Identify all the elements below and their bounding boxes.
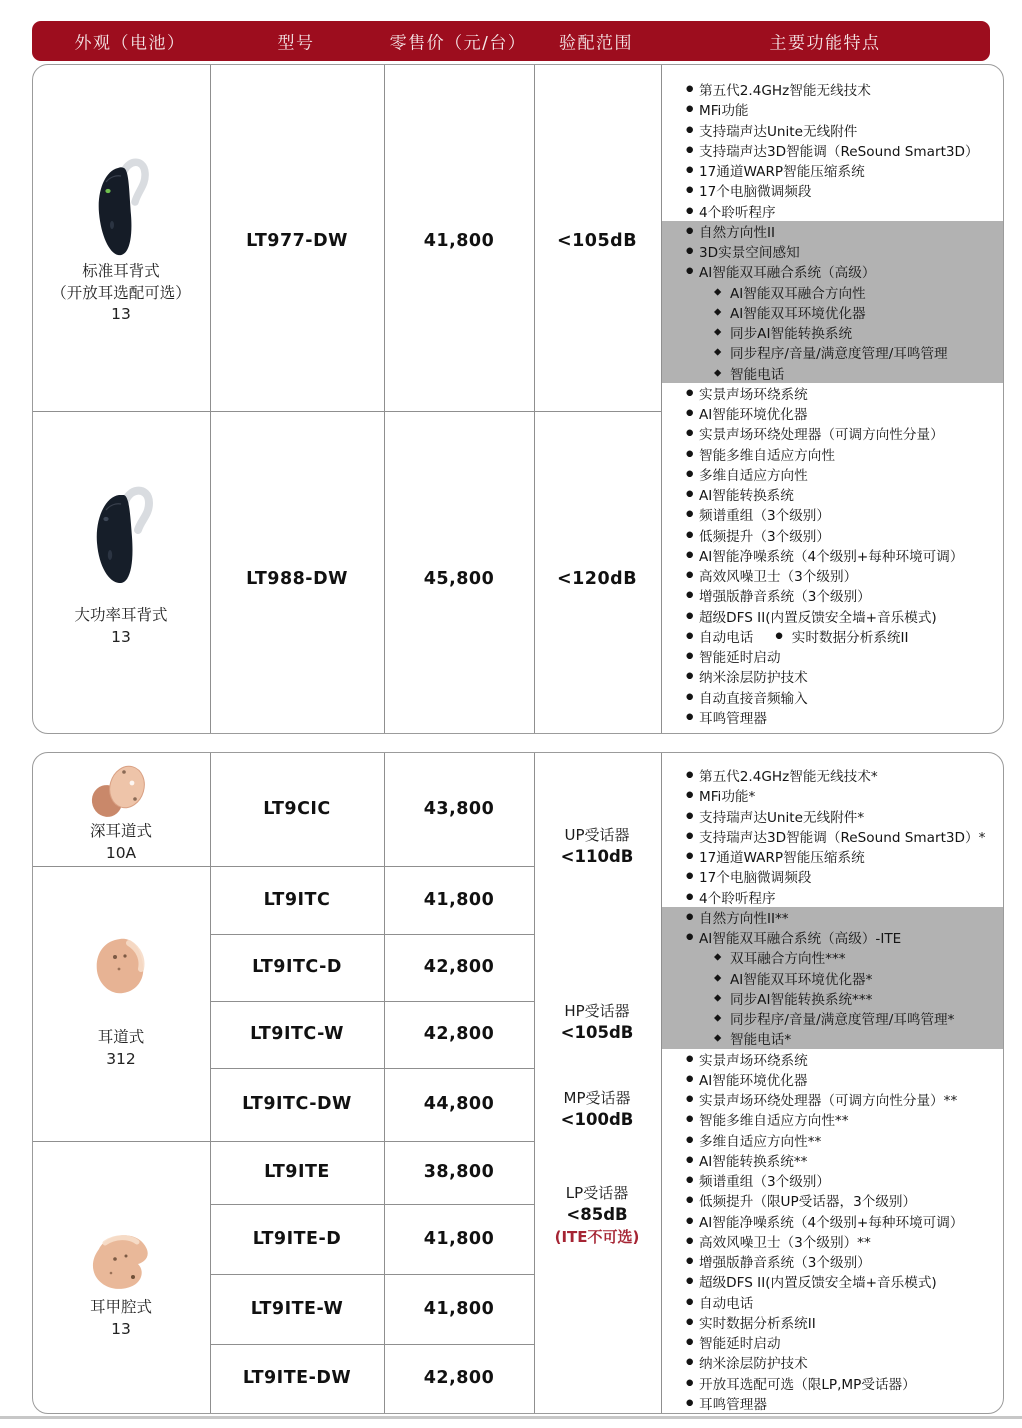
feature-item (662, 201, 1003, 221)
feature-item (662, 1231, 1003, 1251)
model-cell: LT9ITE-DW (242, 1368, 352, 1388)
feature-item (662, 1312, 1003, 1332)
diamond-bullet-icon: ◆ (714, 992, 722, 1004)
feature-text: 自动直接音频输入 (699, 690, 808, 707)
feature-list-bte (662, 79, 1003, 727)
feature-text: AI智能环境优化器 (699, 1072, 808, 1089)
feature-item (662, 1049, 1003, 1069)
dot-bullet-icon: ● (686, 1114, 694, 1125)
dot-bullet-icon: ● (686, 124, 694, 135)
feature-text: AI智能净噪系统（4个级别+每种环境可调） (699, 548, 964, 565)
price-cell: 41,800 (423, 1229, 495, 1249)
receiver-type: HP受话器 (564, 1002, 630, 1020)
feature-item (662, 866, 1003, 886)
feature-item (662, 687, 1003, 707)
feature-item (662, 806, 1003, 826)
dot-bullet-icon: ● (686, 144, 694, 155)
dot-bullet-icon: ● (686, 1256, 694, 1267)
feature-text: 实景声场环绕系统 (699, 386, 808, 403)
dot-bullet-icon: ● (686, 691, 694, 702)
column-divider (210, 753, 211, 1413)
dot-bullet-icon: ● (686, 225, 694, 236)
feature-item (662, 1393, 1003, 1413)
price-cell: 42,800 (423, 1024, 495, 1044)
dot-bullet-icon: ● (686, 871, 694, 882)
price-cell: 42,800 (423, 957, 495, 977)
feature-item (662, 221, 1003, 241)
diamond-bullet-icon: ◆ (714, 951, 722, 963)
feature-text: 增强版静音系统（3个级别） (699, 589, 871, 606)
bte-power-hearing-aid-photo (81, 477, 159, 592)
feature-text: 实时数据分析系统II (699, 1315, 816, 1332)
battery-size: 10A (105, 843, 137, 862)
dot-bullet-icon: ● (686, 104, 694, 115)
diamond-bullet-icon: ◆ (714, 1012, 722, 1024)
range-cell: <105dB (556, 231, 638, 251)
feature-text: 双耳融合方向性*** (730, 951, 846, 968)
dot-bullet-icon: ● (686, 84, 694, 95)
feature-item (662, 1150, 1003, 1170)
feature-text: 实景声场环绕处理器（可调方向性分量） (699, 427, 944, 444)
header-fitting-range: 验配范围 (559, 33, 633, 54)
feature-text: 自然方向性II** (699, 910, 789, 927)
feature-text: 多维自适应方向性** (699, 1133, 822, 1150)
feature-text: AI智能转换系统 (699, 488, 794, 505)
feature-item (662, 160, 1003, 180)
price-cell: 42,800 (423, 1368, 495, 1388)
feature-text: 同步程序/音量/满意度管理/耳鸣管理* (730, 1012, 955, 1029)
bte-standard-hearing-aid-photo (85, 151, 157, 263)
battery-size: 13 (111, 1319, 131, 1338)
feature-text: AI智能双耳环境优化器 (730, 305, 866, 322)
feature-text: 智能电话 (730, 366, 785, 383)
model-cell: LT9ITC (263, 890, 331, 910)
dot-bullet-icon: ● (686, 851, 694, 862)
dot-bullet-icon: ● (686, 468, 694, 479)
feature-text: 17通道WARP智能压缩系统 (699, 850, 865, 867)
feature-item (662, 261, 1003, 281)
battery-size: 13 (111, 627, 131, 646)
product-label (98, 1027, 145, 1070)
model-cell: LT9CIC (263, 799, 331, 819)
dot-bullet-icon: ● (686, 891, 694, 902)
feature-item (662, 565, 1003, 585)
feature-text: 纳米涂层防护技术 (699, 670, 808, 687)
feature-item (662, 785, 1003, 805)
price-cell: 45,800 (423, 569, 495, 589)
model-cell: LT9ITC-D (252, 957, 342, 977)
feature-item (662, 1170, 1003, 1190)
feature-item (662, 606, 1003, 626)
feature-text: 高效风噪卫士（3个级别） (699, 569, 858, 586)
feature-text: 支持瑞声达Unite无线附件 (699, 123, 858, 140)
feature-text: 第五代2.4GHz智能无线技术 (699, 83, 871, 100)
feature-item (662, 1373, 1003, 1393)
dot-bullet-icon: ● (686, 205, 694, 216)
column-divider (661, 65, 662, 733)
row-divider (33, 866, 534, 867)
dot-bullet-icon: ● (686, 932, 694, 943)
product-type: 耳甲腔式 (89, 1298, 153, 1316)
price-cell: 41,800 (423, 890, 495, 910)
dot-bullet-icon: ● (686, 610, 694, 621)
feature-text: 耳鸣管理器 (699, 710, 767, 727)
range-value: <110dB (560, 847, 634, 866)
feature-item (662, 545, 1003, 565)
feature-text: 自然方向性II (699, 224, 775, 241)
feature-text: 低频提升（3个级别） (699, 528, 830, 545)
feature-item (662, 180, 1003, 200)
feature-item (662, 484, 1003, 504)
header-retail-price: 零售价（元/台） (389, 33, 527, 54)
feature-item (662, 846, 1003, 866)
product-type: 大功率耳背式 (74, 606, 168, 624)
feature-text: 频谱重组（3个级别） (699, 1174, 830, 1191)
feature-text: MFi功能* (699, 789, 756, 806)
dot-bullet-icon: ● (686, 246, 694, 257)
feature-text: 17个电脑微调频段 (699, 184, 812, 201)
dot-bullet-icon: ● (686, 1215, 694, 1226)
dot-bullet-icon: ● (686, 671, 694, 682)
dot-bullet-icon: ● (686, 408, 694, 419)
row-divider (210, 1274, 534, 1275)
dot-bullet-icon: ● (686, 1316, 694, 1327)
feature-text: 智能延时启动 (699, 650, 781, 667)
feature-text: 增强版静音系统（3个级别） (699, 1255, 871, 1272)
row-divider (210, 1068, 534, 1069)
diamond-bullet-icon: ◆ (714, 326, 722, 338)
itc-hearing-aid-photo (89, 935, 151, 997)
dot-bullet-icon: ● (686, 509, 694, 520)
dot-bullet-icon: ● (686, 549, 694, 560)
feature-item (662, 626, 1003, 646)
feature-item (662, 968, 1003, 988)
feature-text: 智能电话* (730, 1032, 792, 1049)
diamond-bullet-icon: ◆ (714, 346, 722, 358)
model-cell: LT9ITC-W (250, 1024, 344, 1044)
diamond-bullet-icon: ◆ (714, 367, 722, 379)
bte-products-table (32, 64, 1004, 734)
dot-bullet-icon: ● (686, 1073, 694, 1084)
dot-bullet-icon: ● (686, 570, 694, 581)
cic-hearing-aid-photo (85, 759, 155, 825)
feature-text: AI智能双耳融合系统（高级） (699, 265, 876, 282)
feature-text: AI智能双耳融合系统（高级）-ITE (699, 931, 902, 948)
feature-item (662, 1352, 1003, 1372)
range-cell (561, 1000, 634, 1044)
row-divider (33, 1141, 534, 1142)
header-model: 型号 (277, 33, 315, 54)
feature-item (662, 1089, 1003, 1109)
dot-bullet-icon: ● (686, 830, 694, 841)
feature-item (662, 444, 1003, 464)
feature-text: 17个电脑微调频段 (699, 870, 812, 887)
feature-text: 多维自适应方向性 (699, 467, 808, 484)
feature-item (662, 282, 1003, 302)
feature-item (662, 383, 1003, 403)
feature-text: 高效风噪卫士（3个级别）** (699, 1234, 871, 1251)
feature-item (662, 363, 1003, 383)
product-label (90, 821, 152, 864)
feature-item (662, 947, 1003, 967)
feature-item (662, 1332, 1003, 1352)
dot-bullet-icon: ● (686, 1357, 694, 1368)
feature-text: 4个聆听程序 (699, 890, 776, 907)
header-appearance: 外观（电池） (74, 33, 186, 54)
feature-item (662, 887, 1003, 907)
custom-products-table (32, 752, 1004, 1414)
page-bottom-divider (0, 1416, 1022, 1419)
dot-bullet-icon: ● (686, 448, 694, 459)
product-option: （开放耳选配可选） (51, 283, 191, 302)
feature-text: 支持瑞声达3D智能调（ReSound Smart3D） (699, 143, 979, 160)
column-divider (384, 753, 385, 1413)
dot-bullet-icon: ● (686, 911, 694, 922)
dot-bullet-icon: ● (686, 165, 694, 176)
feature-item (662, 707, 1003, 727)
feature-item (662, 1251, 1003, 1271)
feature-item (662, 1069, 1003, 1089)
column-divider (384, 65, 385, 733)
dot-bullet-icon: ● (686, 770, 694, 781)
battery-size: 312 (106, 1049, 136, 1068)
model-cell: LT977-DW (246, 231, 348, 251)
model-cell: LT9ITE-D (252, 1229, 342, 1249)
feature-text: 17通道WARP智能压缩系统 (699, 164, 865, 181)
row-divider (33, 411, 661, 412)
range-cell (561, 1087, 634, 1131)
feature-item (662, 646, 1003, 666)
feature-item (662, 120, 1003, 140)
feature-text: AI智能双耳环境优化器* (730, 971, 873, 988)
row-divider (210, 1204, 534, 1205)
feature-text: AI智能环境优化器 (699, 407, 808, 424)
dot-bullet-icon: ● (686, 1377, 694, 1388)
feature-item (662, 1211, 1003, 1231)
feature-text: 3D实景空间感知 (699, 245, 800, 262)
dot-bullet-icon: ● (686, 810, 694, 821)
diamond-bullet-icon: ◆ (714, 972, 722, 984)
feature-text: 实时数据分析系统II (791, 629, 909, 646)
feature-item (662, 826, 1003, 846)
feature-item (662, 1190, 1003, 1210)
column-divider (534, 753, 535, 1413)
range-note: (ITE不可选) (554, 1228, 640, 1246)
feature-item (662, 342, 1003, 362)
feature-item (662, 1292, 1003, 1312)
feature-text: 实景声场环绕系统 (699, 1052, 808, 1069)
dot-bullet-icon: ● (686, 1053, 694, 1064)
ite-hearing-aid-photo (81, 1229, 159, 1293)
feature-item (662, 504, 1003, 524)
dot-bullet-icon: ● (686, 266, 694, 277)
row-divider (210, 934, 534, 935)
row-divider (210, 1344, 534, 1345)
feature-text: 智能多维自适应方向性 (699, 447, 835, 464)
dot-bullet-icon: ● (686, 1154, 694, 1165)
feature-text: 自动电话 (699, 1295, 754, 1312)
dot-bullet-icon: ● (686, 1276, 694, 1287)
dot-bullet-icon: ● (686, 1094, 694, 1105)
dot-bullet-icon: ● (686, 1175, 694, 1186)
feature-item (662, 907, 1003, 927)
dot-bullet-icon: ● (686, 1235, 694, 1246)
dot-bullet-icon: ● (686, 428, 694, 439)
feature-text: 纳米涂层防护技术 (699, 1356, 808, 1373)
receiver-type: MP受话器 (563, 1089, 631, 1107)
product-label (74, 605, 167, 648)
feature-text: 超级DFS II(内置反馈安全墙+音乐模式) (699, 609, 937, 626)
dot-bullet-icon: ● (686, 1296, 694, 1307)
diamond-bullet-icon: ◆ (714, 286, 722, 298)
feature-text: 超级DFS II(内置反馈安全墙+音乐模式) (699, 1275, 937, 1292)
feature-list-custom (662, 765, 1003, 1413)
feature-item (662, 322, 1003, 342)
diamond-bullet-icon: ◆ (714, 306, 722, 318)
feature-text: 实景声场环绕处理器（可调方向性分量）** (699, 1093, 958, 1110)
dot-bullet-icon: ● (686, 651, 694, 662)
feature-text: 频谱重组（3个级别） (699, 508, 830, 525)
feature-item (662, 585, 1003, 605)
feature-text: 智能多维自适应方向性** (699, 1113, 849, 1130)
feature-text: 低频提升（限UP受话器，3个级别） (699, 1194, 917, 1211)
feature-text: AI智能净噪系统（4个级别+每种环境可调） (699, 1214, 964, 1231)
dot-bullet-icon: ● (686, 1337, 694, 1348)
row-divider (210, 1001, 534, 1002)
feature-text: AI智能双耳融合方向性 (730, 285, 866, 302)
feature-item (662, 423, 1003, 443)
column-divider (661, 753, 662, 1413)
feature-item (662, 988, 1003, 1008)
feature-item (662, 241, 1003, 261)
price-cell: 41,800 (423, 231, 495, 251)
header-key-features: 主要功能特点 (769, 33, 881, 54)
feature-item (662, 1008, 1003, 1028)
feature-text: 同步AI智能转换系统*** (730, 991, 873, 1008)
dot-bullet-icon: ● (686, 711, 694, 722)
feature-text: 支持瑞声达3D智能调（ReSound Smart3D）* (699, 829, 986, 846)
range-cell (561, 824, 634, 868)
product-label (51, 261, 191, 326)
product-type: 标准耳背式 (82, 262, 160, 280)
feature-text: 同步AI智能转换系统 (730, 326, 853, 343)
feature-text: 支持瑞声达Unite无线附件* (699, 809, 865, 826)
model-cell: LT9ITC-DW (242, 1094, 352, 1114)
price-cell: 44,800 (423, 1094, 495, 1114)
feature-item (662, 1028, 1003, 1048)
dot-bullet-icon: ● (686, 489, 694, 500)
feature-item (662, 666, 1003, 686)
feature-item (662, 403, 1003, 423)
range-value: <85dB (566, 1205, 628, 1224)
feature-item (662, 765, 1003, 785)
receiver-type: UP受话器 (564, 826, 630, 844)
feature-text: 自动电话 (699, 629, 754, 646)
column-divider (534, 65, 535, 733)
feature-text: AI智能转换系统** (699, 1153, 808, 1170)
range-cell (555, 1182, 640, 1248)
feature-text: MFi功能 (699, 103, 749, 120)
model-cell: LT9ITE (264, 1162, 330, 1182)
dot-bullet-icon: ● (686, 590, 694, 601)
receiver-type: LP受话器 (565, 1184, 629, 1202)
feature-text: 4个聆听程序 (699, 204, 776, 221)
feature-item (662, 525, 1003, 545)
range-cell: <120dB (556, 569, 638, 589)
feature-item (662, 1109, 1003, 1129)
feature-item (662, 927, 1003, 947)
product-type: 耳道式 (97, 1028, 145, 1046)
dot-bullet-icon: ● (775, 630, 783, 641)
dot-bullet-icon: ● (686, 1134, 694, 1145)
feature-item (662, 464, 1003, 484)
price-cell: 41,800 (423, 1299, 495, 1319)
dot-bullet-icon: ● (686, 630, 694, 641)
price-cell: 43,800 (423, 799, 495, 819)
dot-bullet-icon: ● (686, 529, 694, 540)
feature-item (662, 1130, 1003, 1150)
dot-bullet-icon: ● (686, 387, 694, 398)
dot-bullet-icon: ● (686, 1397, 694, 1408)
feature-text: 同步程序/音量/满意度管理/耳鸣管理 (730, 346, 948, 363)
dot-bullet-icon: ● (686, 185, 694, 196)
feature-item (662, 140, 1003, 160)
feature-text: 耳鸣管理器 (699, 1396, 767, 1413)
feature-text: 开放耳选配可选（限LP,MP受话器） (699, 1376, 916, 1393)
table-header-bar (32, 21, 990, 61)
dot-bullet-icon: ● (686, 1195, 694, 1206)
dot-bullet-icon: ● (686, 790, 694, 801)
diamond-bullet-icon: ◆ (714, 1032, 722, 1044)
feature-item (662, 302, 1003, 322)
feature-text: 智能延时启动 (699, 1336, 781, 1353)
model-cell: LT988-DW (246, 569, 348, 589)
feature-text: 第五代2.4GHz智能无线技术* (699, 769, 878, 786)
product-type: 深耳道式 (89, 822, 153, 840)
range-value: <105dB (560, 1023, 634, 1042)
battery-size: 13 (111, 305, 131, 323)
product-label (90, 1297, 152, 1340)
column-divider (210, 65, 211, 733)
model-cell: LT9ITE-W (250, 1299, 344, 1319)
price-cell: 38,800 (423, 1162, 495, 1182)
feature-item (662, 79, 1003, 99)
range-value: <100dB (560, 1110, 634, 1129)
feature-item (662, 99, 1003, 119)
feature-item (662, 1271, 1003, 1291)
